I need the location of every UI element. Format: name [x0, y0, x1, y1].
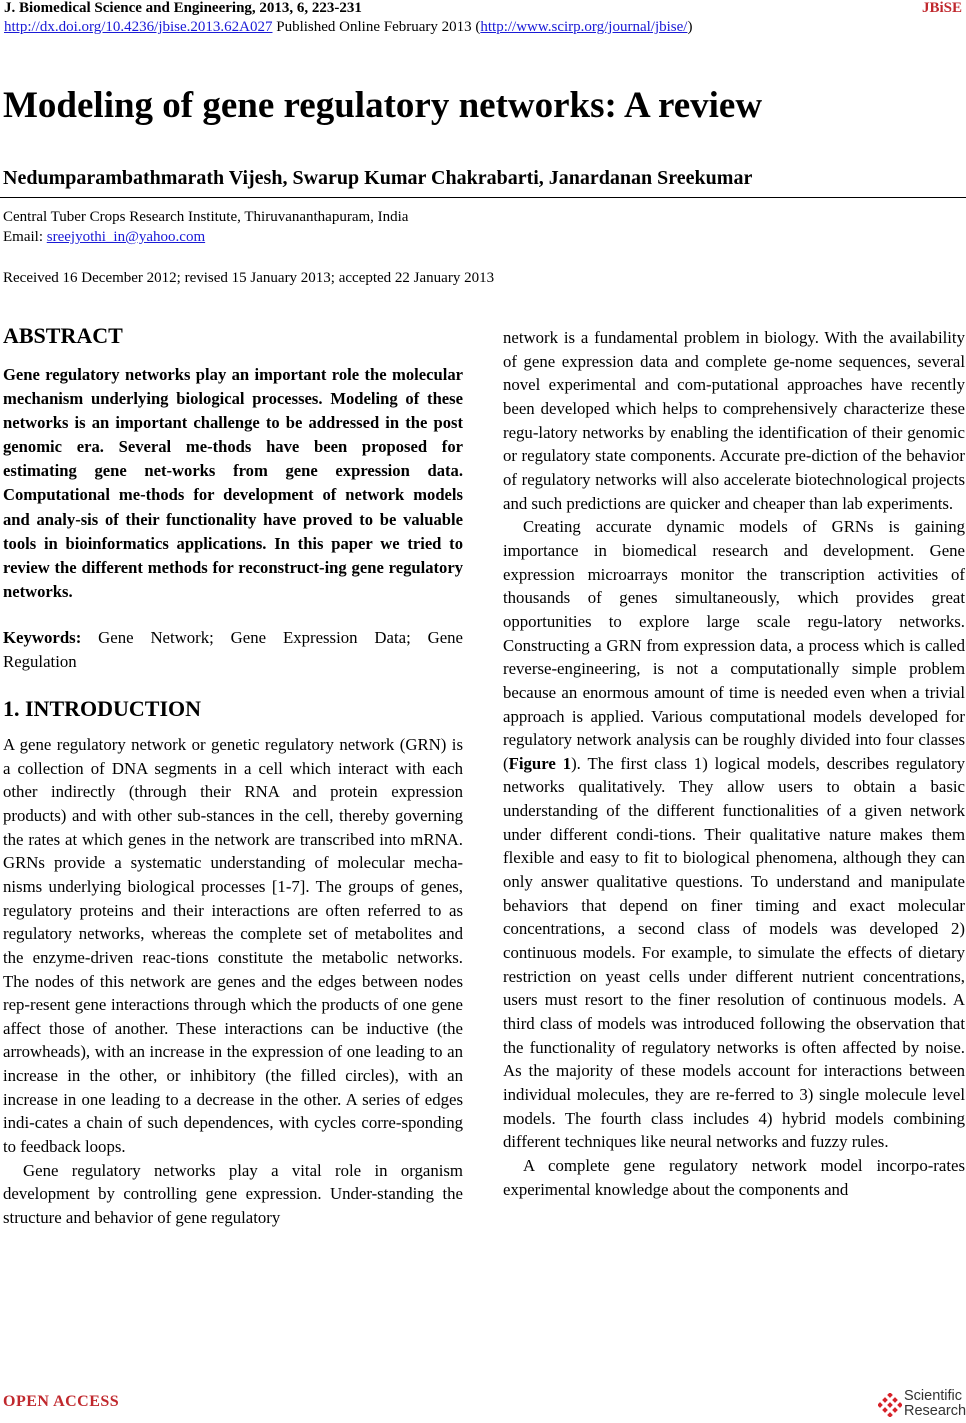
email-label: Email:	[3, 229, 47, 245]
running-header	[4, 0, 962, 20]
figure-1-reference[interactable]: Figure 1	[508, 753, 572, 773]
logo-wordmark	[904, 1389, 966, 1419]
abstract-heading: ABSTRACT	[3, 323, 123, 348]
published-text: Published Online February 2013 (	[272, 19, 481, 35]
p3-part-a: Creating accurate dynamic models of GRNs is gaining importance in biomedical research and development. Gene expression microarrays monitor the transcription activities of thousands of genes simultaneously, which provides great opportunities to explore large scale regu-latory networks. Constructing a GRN from expression data, a process which is called reverse-engineering, is not a computationally simple problem because an enormous amount of time is needed even when a trivial approach is applied. Various computational models developed for regulatory network analysis can be roughly divided into four classes (	[503, 517, 965, 773]
paper-title: Modeling of gene regulatory networks: A review	[3, 85, 763, 126]
journal-link[interactable]: http://www.scirp.org/journal/jbise/	[480, 19, 688, 35]
intro-paragraph-4: A complete gene regulatory network model incorpo-rates experimental knowledge about the components and	[503, 1155, 965, 1199]
keywords-text: Gene Network; Gene Expression Data; Gene Regulation	[3, 627, 463, 671]
scientific-research-logo	[878, 1389, 964, 1421]
p3-part-b: ). The first class 1) logical models, describes regulatory networks qualitatively. They allow users to obtain a basic understanding of the different functionalities of a given network under different condi-tions. Their qualitative nature makes them flexible and easy to fit to biological phenomena, although they can only answer qualitative questions. To understand and manipulate behaviors that depend on finer timing and exact molecular concentrations, a second class of models was developed 2) continuous models. For example, to simulate the effects of dietary restriction on yeast cells under different nutrient concentrations, users must resort to the finer resolution of continuous models. A third class of models was introduced following the observation that the functionality of regulatory networks is often affected by noise. As the majority of these models account for interactions between individual molecules, they are re-ferred to 3) single molecule level models. The fourth class includes 4) hybrid models combining different techniques like neural networks and fuzzy rules.	[503, 753, 965, 1152]
title-divider	[0, 197, 966, 198]
affiliation: Central Tuber Crops Research Institute, Thiruvananthapuram, India	[3, 209, 409, 225]
doi-link[interactable]: http://dx.doi.org/10.4236/jbise.2013.62A027	[4, 19, 273, 35]
doi-line	[4, 19, 692, 36]
close-paren: )	[687, 19, 693, 35]
scirp-logo-icon	[878, 1393, 902, 1417]
right-column	[503, 326, 965, 1201]
keywords-label: Keywords:	[3, 627, 82, 647]
logo-line-2: Research	[904, 1403, 966, 1419]
intro-heading: 1. INTRODUCTION	[3, 695, 202, 721]
journal-abbrev: JBiSE	[921, 0, 962, 16]
left-column	[3, 322, 463, 1230]
intro-paragraph-2: Gene regulatory networks play a vital role in organism development by controlling gene expression. Under-standing the structure and behavior of gene regulatory	[3, 1160, 463, 1228]
intro-paragraph-1: A gene regulatory network or genetic regulatory network (GRN) is a collection of DNA segments in a cell which interact with each other indirectly (through their RNA and protein expression products) and with other sub-stances in the cell, thereby governing the rates at which genes in the network are transcribed into mRNA. GRNs provide a systematic understanding of molecular mecha-nisms underlying biological processes [1-7]. The groups of genes, regulatory proteins and their interactions are often referred to as regulatory networks, whereas the complete set of metabolites and the enzyme-driven reac-tions constitute the metabolic networks. The nodes of this network are genes and the edges between nodes rep-resent gene interactions through which the products of one gene affect those of another. These interactions can be inductive (the arrowheads), with an increase in the expression of one leading to an increase in the other, or inhibitory (the filled circles), with an increase in one leading to a decrease in the other. A series of edges indi-cates a chain of such dependences, with cycles corre-sponding to feedback loops.	[3, 734, 463, 1157]
email-link[interactable]: sreejyothi_in@yahoo.com	[46, 229, 206, 245]
logo-line-1: Scientific	[904, 1388, 963, 1404]
author-list: Nedumparambathmarath Vijesh, Swarup Kumar Chakrabarti, Janardanan Sreekumar	[3, 167, 753, 189]
intro-paragraph-3	[503, 515, 965, 1154]
journal-citation: J. Biomedical Science and Engineering, 2013, 6, 223-231	[4, 0, 362, 16]
keywords	[3, 626, 463, 674]
received-dates: Received 16 December 2012; revised 15 January 2013; accepted 22 January 2013	[3, 270, 495, 286]
abstract-text: Gene regulatory networks play an important role the molecular mechanism underlying biological processes. Modeling of these networks is an important challenge to be addressed in the post genomic era. Several me-thods have been proposed for estimating gene net-works from gene expression data. Computational me-thods for development of network models and analy-sis of their functionality have proved to be valuable tools in bioinformatics applications. In this paper we tried to review the different methods for reconstruct-ing gene regulatory networks.	[3, 365, 463, 601]
open-access-label: OPEN ACCESS	[3, 1393, 120, 1410]
intro-paragraph-2-continued: network is a fundamental problem in biology. With the availability of gene expression data and complete ge-nome sequences, several novel experimental and com-putational approaches have recently been developed which helps to comprehensively characterize these regu-latory networks by enabling the identification of their genomic or regulatory state components. Accurate pre-diction of the behavior of regulatory networks will also accelerate biotechnological projects and such predictions are quicker and cheaper than lab experiments.	[503, 328, 965, 513]
email-line	[3, 229, 205, 246]
